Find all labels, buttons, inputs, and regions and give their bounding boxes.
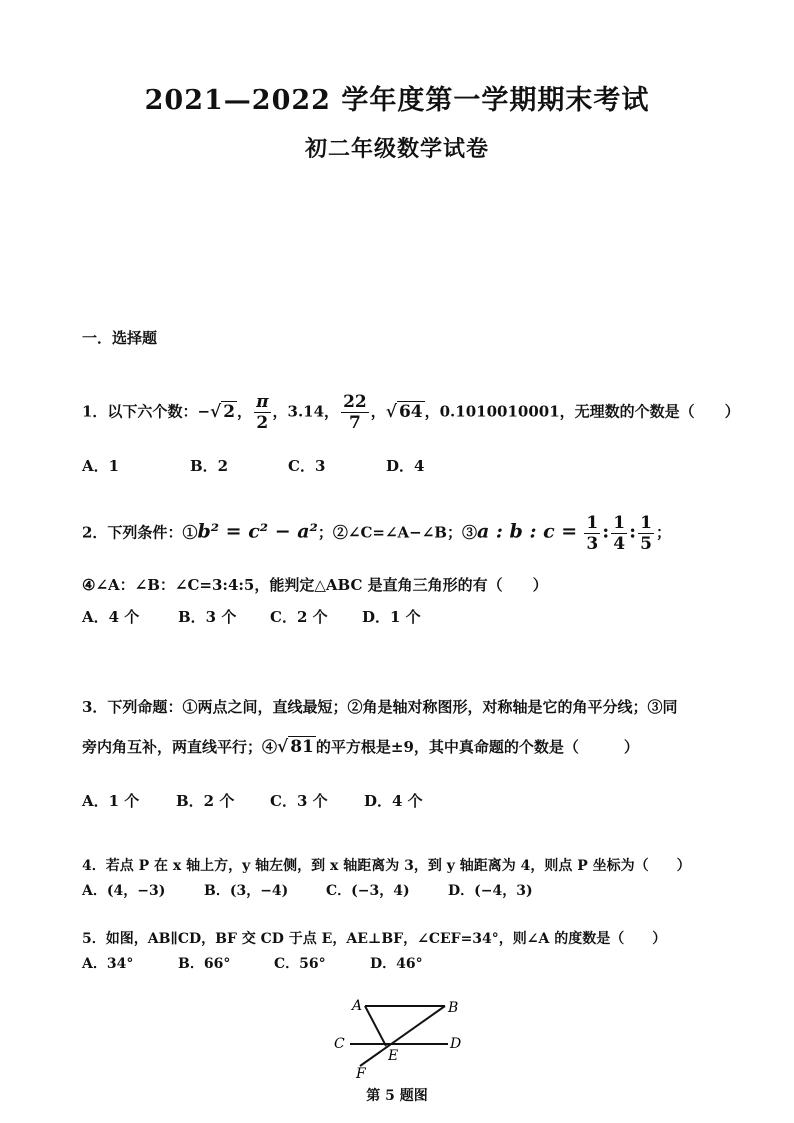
q5-line1: 5．如图，AB∥CD，BF 交 CD 于点 E，AE⊥BF，∠CEF=34°，则∠A 的度数是（ ） — [82, 931, 667, 947]
q4-option-a[interactable]: A．(4，−3) — [82, 883, 166, 899]
q4-option-d[interactable]: D．(−4，3) — [448, 883, 533, 899]
q2-option-c[interactable]: C．2 个 — [270, 608, 328, 626]
exam-title: 2021—2022 学年度第一学期期末考试 — [144, 85, 650, 116]
sqrt-81: √ 81 — [277, 737, 314, 757]
q1-option-d[interactable]: D．4 — [386, 457, 425, 475]
q2-option-a[interactable]: A．4 个 — [82, 608, 140, 626]
condition-3: a : b : c = — [477, 520, 578, 543]
q3-line1: 3．下列命题：①两点之间，直线最短；②角是轴对称图形，对称轴是它的角平分线；③同 — [82, 698, 678, 716]
q3-option-d[interactable]: D．4 个 — [364, 792, 423, 810]
label-d: D — [450, 1036, 462, 1052]
question-1: 1．以下六个数：−√ 2 ， $\frac{\pi}{2}$ ，3.14， $\frac{22}{7}$ ，√ 64 ，0.1010010001，无理数的个数是（ ） — [82, 392, 740, 433]
q1-option-b[interactable]: B．2 — [190, 457, 229, 475]
sqrt-2: √ 2 — [210, 401, 236, 422]
label-e: E — [388, 1048, 399, 1064]
figure-caption: 第 5 题图 — [366, 1088, 428, 1104]
sqrt-64: √ 64 — [385, 401, 423, 422]
condition-1: b² = c² − a² — [197, 520, 318, 543]
label-f: F — [356, 1066, 366, 1080]
label-c: C — [334, 1036, 345, 1052]
q2-option-b[interactable]: B．3 个 — [178, 608, 237, 626]
q5-option-c[interactable]: C．56° — [274, 956, 326, 972]
q5-options — [82, 953, 423, 973]
q4-options — [82, 880, 533, 900]
line-bf — [360, 1006, 445, 1066]
q5-option-b[interactable]: B．66° — [178, 956, 231, 972]
label-a: A — [352, 998, 363, 1014]
q3-option-a[interactable]: A．1 个 — [82, 792, 140, 810]
section-heading: 一．选择题 — [82, 329, 158, 347]
q4-option-c[interactable]: C．(−3，4) — [326, 883, 410, 899]
line-ae — [365, 1006, 386, 1046]
q4-line1: 4．若点 P 在 x 轴上方，y 轴左侧，到 x 轴距离为 3，到 y 轴距离为 4，则点 P 坐标为（ ） — [82, 858, 691, 874]
q1-option-c[interactable]: C．3 — [288, 457, 326, 475]
q3-option-b[interactable]: B．2 个 — [176, 792, 235, 810]
fraction-pi-over-2: $\frac{\pi}{2}$ — [256, 392, 269, 433]
q3-options — [82, 790, 423, 811]
q5-option-d[interactable]: D．46° — [370, 956, 423, 972]
q5-figure — [320, 990, 480, 1080]
fraction-22-over-7: $\frac{22}{7}$ — [343, 392, 367, 433]
q2-line2: ④∠A：∠B：∠C=3:4:5，能判定△ABC 是直角三角形的有（ ） — [82, 576, 548, 594]
question-3-line2: 旁内角互补，两直线平行；④√ 81 的平方根是±9，其中真命题的个数是（ ） — [82, 737, 639, 757]
q4-option-b[interactable]: B．(3，−4) — [204, 883, 289, 899]
label-b: B — [448, 1000, 459, 1016]
q2-options — [82, 606, 421, 627]
q1-options — [82, 455, 424, 476]
q1-prefix: 1．以下六个数：− — [82, 402, 211, 421]
question-2: 2．下列条件：①b² = c² − a²；②∠C=∠A−∠B；③a : b : c = $\frac{1}{3}$ : $\frac{1}{4}$ : $\frac{1}{5}$ ； — [82, 513, 671, 554]
exam-subtitle: 初二年级数学试卷 — [304, 136, 489, 162]
q5-option-a[interactable]: A．34° — [82, 956, 134, 972]
q3-option-c[interactable]: C．3 个 — [270, 792, 328, 810]
q2-option-d[interactable]: D．1 个 — [362, 608, 421, 626]
q1-option-a[interactable]: A．1 — [82, 457, 120, 475]
